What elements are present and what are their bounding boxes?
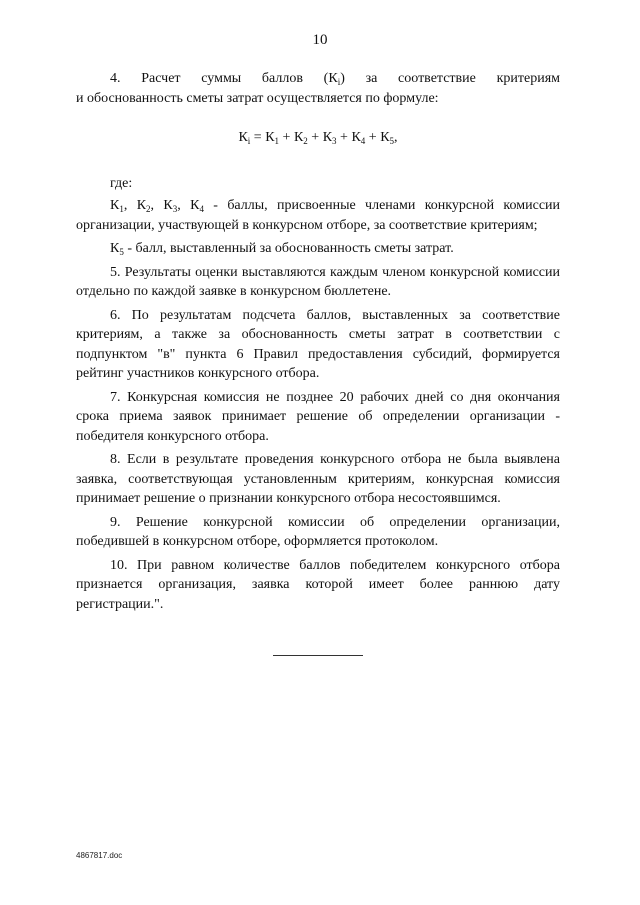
paragraph-9: 9. Решение конкурсной комиссии об определении организации, победившей в конкурсном отборе, оформляется протоколом. — [76, 514, 560, 549]
k5-definition — [76, 239, 560, 259]
document-id: 4867817.doc — [76, 851, 123, 860]
p4-subscript-i: i — [337, 77, 341, 87]
formula-k: К — [238, 130, 248, 145]
formula-sub-1: 1 — [274, 136, 280, 146]
klist-text: - баллы, присвоенные членами конкурсной комиссии организации, участвующей в конкурсном отборе, за соответствие критериям; — [76, 198, 561, 233]
paragraph-5: 5. Результаты оценки выставляются каждым членом конкурсной комиссии отдельно по каждой заявке в конкурсном бюллетене. — [76, 264, 560, 299]
paragraph-6: 6. По результатам подсчета баллов, выставленных за соответствие критериям, а также за обоснованность сметы затрат в соответствии с подпунктом "в" пункта 6 Правил предоставления субсидий, формируется рейтинг участников конкурсного отбора. — [76, 307, 560, 381]
klist-k3: К — [163, 198, 173, 213]
klist-sep-1: , — [123, 198, 137, 213]
klist-sub-4: 4 — [199, 204, 204, 214]
k5-k: К — [110, 241, 120, 256]
formula-k2: К — [293, 130, 304, 145]
formula-sub-4: 4 — [360, 136, 366, 146]
formula-plus-2: + — [307, 130, 323, 145]
where-label: где: — [110, 175, 133, 191]
klist-sep-3: , — [177, 198, 191, 213]
page-number: 10 — [312, 32, 328, 48]
paragraph-7: 7. Конкурсная комиссия не позднее 20 рабочих дней со дня окончания срока приема заявок принимает решение об определении организации - победителя конкурсного отбора. — [76, 389, 560, 444]
paragraph-4-line-1 — [76, 69, 560, 89]
paragraph-10: 10. При равном количестве баллов победителем конкурсного отбора признается организация, заявка которой имеет более раннюю дату регистрации.". — [76, 557, 560, 612]
klist-k2: К — [136, 198, 147, 213]
klist-sub-1: 1 — [119, 204, 124, 214]
formula-k4: К — [351, 130, 361, 145]
formula-sub-3: 3 — [332, 136, 337, 146]
formula-equals: = — [250, 130, 266, 145]
k-list-definition — [76, 196, 560, 235]
klist-sub-2: 2 — [146, 204, 151, 214]
formula-end: , — [394, 130, 398, 145]
klist-sep-2: , — [150, 198, 164, 213]
formula-sub-2: 2 — [303, 136, 308, 146]
p4-text-rest: ) за соответствие критериям — [340, 71, 560, 86]
formula-plus-4: + — [365, 130, 381, 145]
k5-text: - балл, выставленный за обоснованность сметы затрат. — [123, 241, 454, 256]
klist-sub-3: 3 — [172, 204, 178, 214]
formula-sub-5: 5 — [389, 136, 395, 146]
formula-k3: К — [322, 130, 333, 145]
k5-sub: 5 — [119, 247, 124, 257]
end-separator-line — [273, 655, 363, 656]
document-body — [76, 69, 560, 614]
scoring-formula — [76, 128, 560, 148]
klist-k1: К — [110, 198, 120, 213]
paragraph-4-line-2: и обоснованность сметы затрат осуществляется по формуле: — [76, 90, 439, 106]
formula-sub-i: i — [247, 136, 251, 146]
formula-plus-3: + — [336, 130, 352, 145]
formula-plus-1: + — [279, 130, 294, 145]
klist-k4: К — [190, 198, 200, 213]
formula-k5: К — [380, 130, 390, 145]
p4-text-start: 4. Расчет суммы баллов (К — [110, 71, 338, 86]
formula-k1: К — [265, 130, 275, 145]
paragraph-8: 8. Если в результате проведения конкурсного отбора не была выявлена заявка, соответствующая установленным критериям, конкурсная комиссия принимает решение о признании конкурсного отбора несостоявшимся. — [76, 452, 560, 506]
